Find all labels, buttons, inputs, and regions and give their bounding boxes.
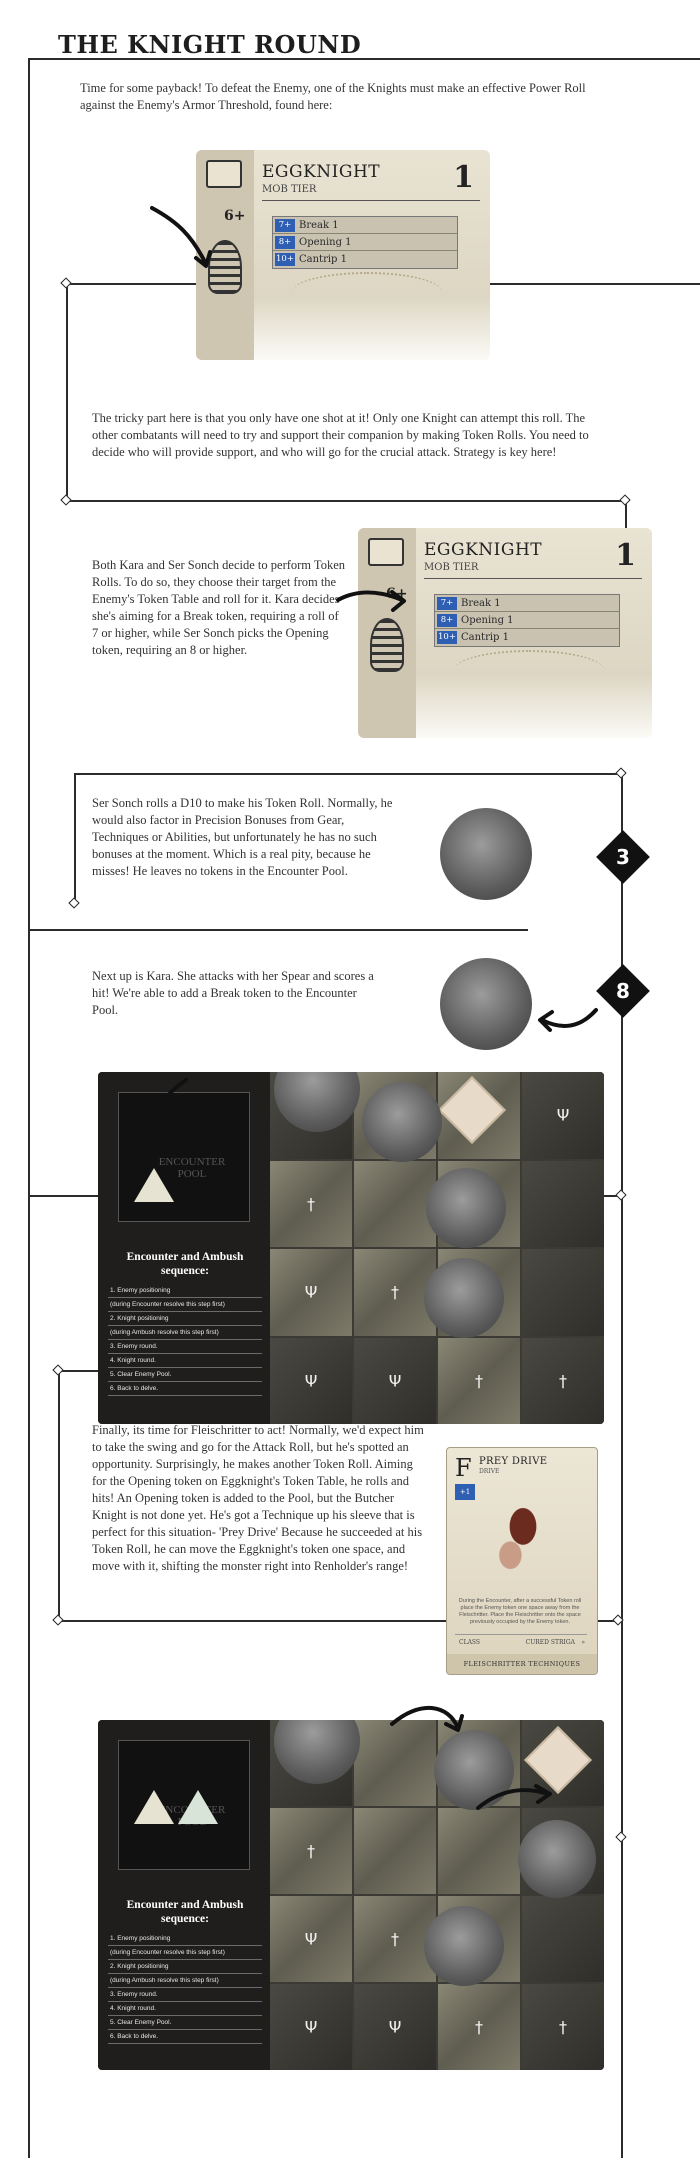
token-value: 7+: [275, 219, 295, 232]
card-divider: [262, 200, 480, 201]
board-tile: [522, 1896, 604, 1982]
technique-letter: F: [455, 1454, 472, 1482]
intro-paragraph: Time for some payback! To defeat the Enemy, one of the Knights must make an effective Power Roll against the Enemy's Armor Threshold, found here:: [80, 81, 586, 112]
frame-box1-bottom: [66, 500, 626, 502]
technique-band: FLEISCHRITTER TECHNIQUES: [447, 1654, 597, 1674]
sequence-step: 4. Knight round.: [108, 2002, 262, 2016]
frame-node: [60, 277, 71, 288]
board-tile: [354, 1984, 436, 2070]
weapon-icon: †: [307, 1841, 315, 1861]
sequence-step: 2. Knight positioning: [108, 1960, 262, 1974]
chalice-icon: Ψ: [304, 1929, 318, 1949]
token-row: [435, 629, 619, 646]
arrow-head: [540, 1012, 552, 1030]
token-table: [272, 216, 458, 269]
technique-art: [481, 1488, 565, 1584]
kara-miniature: [440, 958, 532, 1050]
sequence-step: 1. Enemy positioning: [108, 1932, 262, 1946]
token-value: 10+: [276, 254, 294, 264]
board-tile: [354, 1720, 436, 1806]
chalice-icon: Ψ: [556, 1105, 570, 1125]
sequence-list: [108, 1932, 262, 2044]
skeleton-icon: [370, 618, 404, 672]
frame-node: [619, 494, 630, 505]
card-divider: [424, 578, 642, 579]
board-tile: [270, 1896, 352, 1982]
token-label: Cantrip 1: [299, 254, 347, 265]
board-tile: [270, 1249, 352, 1336]
technique-subtitle: DRIVE: [479, 1468, 500, 1475]
board-tile: [438, 1984, 520, 2070]
chalice-icon: Ψ: [304, 2017, 318, 2037]
d10-result-sonch: 3: [616, 845, 630, 869]
sequence-title: Encounter and Ambush sequence:: [126, 1251, 244, 1277]
frame-node: [615, 1189, 626, 1200]
enemy-card: [196, 150, 490, 360]
tier-icon: [206, 160, 242, 188]
card-ornament: [454, 650, 604, 690]
enemy-tier: MOB TIER: [262, 184, 317, 195]
frame-node: [615, 767, 626, 778]
board-tile: [354, 1808, 436, 1894]
chevron-icon: »: [581, 1639, 585, 1646]
technique-card: [446, 1447, 598, 1675]
token-row: [435, 595, 619, 612]
frame-box1-left: [66, 283, 68, 500]
sequence-step: 4. Knight round.: [108, 1354, 262, 1368]
fleisch-paragraph: Finally, its time for Fleischritter to act! Normally, we'd expect him to take the swing and go for the Attack Roll, but he's spotted an opportunity. Surprisingly, he makes another Token Roll. Aiming for the Opening token on Eggknight's Token Table, he rolls and hits! An Opening token is added to the Pool, but the Butcher Knight is not done yet. He's got a Technique up his sleeve that is perfect for this situation- 'Prey Drive' Because he succeeded at his Token Roll, he can move the Eggknight's token one space, and move with it, shifting the monster right into Renholder's range!: [92, 1423, 424, 1573]
token-row: [273, 251, 457, 268]
token-table: [434, 594, 620, 647]
frame-node: [52, 1364, 63, 1375]
frame-node: [68, 897, 79, 908]
token-row: [435, 612, 619, 629]
knight-miniature: [426, 1168, 506, 1248]
enemy-number: 1: [453, 160, 474, 195]
frame-box3-left: [74, 773, 76, 903]
chalice-icon: Ψ: [304, 1282, 318, 1302]
frame-box5-left: [58, 1370, 60, 1620]
board-tile: [270, 1338, 352, 1425]
opening-token-in-pool: [178, 1790, 218, 1824]
technique-badge: +1: [455, 1484, 475, 1500]
enemy-name: EGGKNIGHT: [262, 162, 381, 182]
enemy-name: EGGKNIGHT: [424, 540, 543, 560]
token-value: 8+: [437, 614, 457, 627]
board-tile: [522, 1072, 604, 1159]
kara-paragraph: Next up is Kara. She attacks with her Spear and scores a hit! We're able to add a Break token to the Encounter Pool.: [92, 969, 374, 1017]
knight-miniature: [424, 1258, 504, 1338]
technique-class: CLASS: [459, 1639, 481, 1646]
token-value: 8+: [275, 236, 295, 249]
chalice-icon: Ψ: [388, 1371, 402, 1391]
knight-miniature: [424, 1906, 504, 1986]
sequence-step: (during Encounter resolve this step first): [108, 1946, 262, 1960]
board-tile: [522, 1161, 604, 1248]
sequence-step: 5. Clear Enemy Pool.: [108, 1368, 262, 1382]
board-tile: [270, 1808, 352, 1894]
token-label: Break 1: [299, 219, 339, 231]
sequence-step: (during Ambush resolve this step first): [108, 1326, 262, 1340]
sequence-step: 6. Back to delve.: [108, 2030, 262, 2044]
sequence-step: (during Encounter resolve this step first): [108, 1298, 262, 1312]
weapon-icon: †: [475, 1371, 483, 1391]
technique-title: PREY DRIVE: [479, 1456, 548, 1467]
d10-result-kara: 8: [616, 979, 630, 1003]
frame-box3-bottom: [28, 929, 528, 931]
frame-node: [615, 1831, 626, 1842]
board-tile: [522, 1338, 604, 1425]
token-value: 7+: [437, 597, 457, 610]
frame-node: [60, 494, 71, 505]
sequence-step: 5. Clear Enemy Pool.: [108, 2016, 262, 2030]
sequence-step: 3. Enemy round.: [108, 1988, 262, 2002]
token-label: Opening 1: [461, 614, 514, 626]
break-token-in-pool: [134, 1790, 174, 1824]
board-tile: [522, 1984, 604, 2070]
board-tile: [270, 1984, 352, 2070]
sequence-step: 2. Knight positioning: [108, 1312, 262, 1326]
break-token-in-pool: [134, 1168, 174, 1202]
encounter-board: [98, 1720, 604, 2070]
token-label: Break 1: [461, 597, 501, 609]
choose-paragraph: Both Kara and Ser Sonch decide to perform Token Rolls. To do so, they choose their target from the Enemy's Token Table and roll for it. Kara decides she's aiming for a Break token, requiring a roll of 7 or higher, while Ser Sonch picks the Opening token, requiring an 8 or higher.: [92, 558, 345, 657]
sequence-list: [108, 1284, 262, 1396]
knight-miniature: [434, 1730, 514, 1810]
encounter-pool-label: ENCOUNTER POOL: [158, 1156, 226, 1180]
ser-sonch-miniature: [440, 808, 532, 900]
tricky-paragraph: The tricky part here is that you only have one shot at it! Only one Knight can attempt this roll. The other combatants will need to try and support their companion by making Token Rolls. You need to decide who will provide support, and who will go for the crucial attack. Strategy is key here!: [92, 411, 589, 459]
chalice-icon: Ψ: [304, 1371, 318, 1391]
sequence-title: Encounter and Ambush sequence:: [126, 1899, 244, 1925]
knight-miniature: [518, 1820, 596, 1898]
board-tile: [438, 1808, 520, 1894]
weapon-icon: †: [391, 1282, 399, 1302]
token-label: Opening 1: [299, 236, 352, 248]
encounter-pool-label: ENCOUNTER POOL: [158, 1804, 226, 1828]
armor-threshold: 6+: [386, 586, 408, 602]
frame-left-rule: [28, 58, 30, 2158]
encounter-board: [98, 1072, 604, 1424]
frame-node: [52, 1614, 63, 1625]
token-row: [273, 234, 457, 251]
armor-threshold: 6+: [224, 208, 246, 224]
board-tile: [522, 1249, 604, 1336]
token-row: [273, 217, 457, 234]
weapon-icon: †: [307, 1194, 315, 1214]
tier-icon: [368, 538, 404, 566]
board-tile: [438, 1338, 520, 1425]
frame-box3-top: [74, 773, 622, 775]
board-tile: [270, 1161, 352, 1248]
board-tile: [354, 1161, 436, 1248]
weapon-icon: †: [559, 2017, 567, 2037]
board-tile: [354, 1338, 436, 1425]
weapon-icon: †: [559, 1371, 567, 1391]
knight-miniature: [362, 1082, 442, 1162]
technique-text: During the Encounter, after a successful Token roll place the Enemy token one space away from the Fleischritter. Place the Fleischritter onto the space previously occupied by the Enemy token.: [458, 1598, 582, 1625]
enemy-card: [358, 528, 652, 738]
token-value: 10+: [438, 632, 456, 642]
sequence-step: (during Ambush resolve this step first): [108, 1974, 262, 1988]
technique-footer: [455, 1634, 587, 1650]
sequence-step: 3. Enemy round.: [108, 1340, 262, 1354]
enemy-number: 1: [615, 538, 636, 573]
token-label: Cantrip 1: [461, 632, 509, 643]
enemy-tier: MOB TIER: [424, 562, 479, 573]
skeleton-icon: [208, 240, 242, 294]
page-title: THE KNIGHT ROUND: [58, 30, 362, 59]
sonch-paragraph: Ser Sonch rolls a D10 to make his Token Roll. Normally, he would also factor in Precision Bonuses from Gear, Techniques or Abilities, but unfortunately he has no such bonuses at the moment. Which is a real pity, because he misses! He leaves no tokens in the Encounter Pool.: [92, 796, 393, 878]
sequence-step: 6. Back to delve.: [108, 1382, 262, 1396]
sequence-step: 1. Enemy positioning: [108, 1284, 262, 1298]
chalice-icon: Ψ: [388, 2017, 402, 2037]
weapon-icon: †: [475, 2017, 483, 2037]
weapon-icon: †: [391, 1929, 399, 1949]
card-ornament: [292, 272, 442, 312]
technique-source: CURED STRIGA: [525, 1639, 575, 1646]
arrow-kara-to-board: [542, 1010, 596, 1026]
